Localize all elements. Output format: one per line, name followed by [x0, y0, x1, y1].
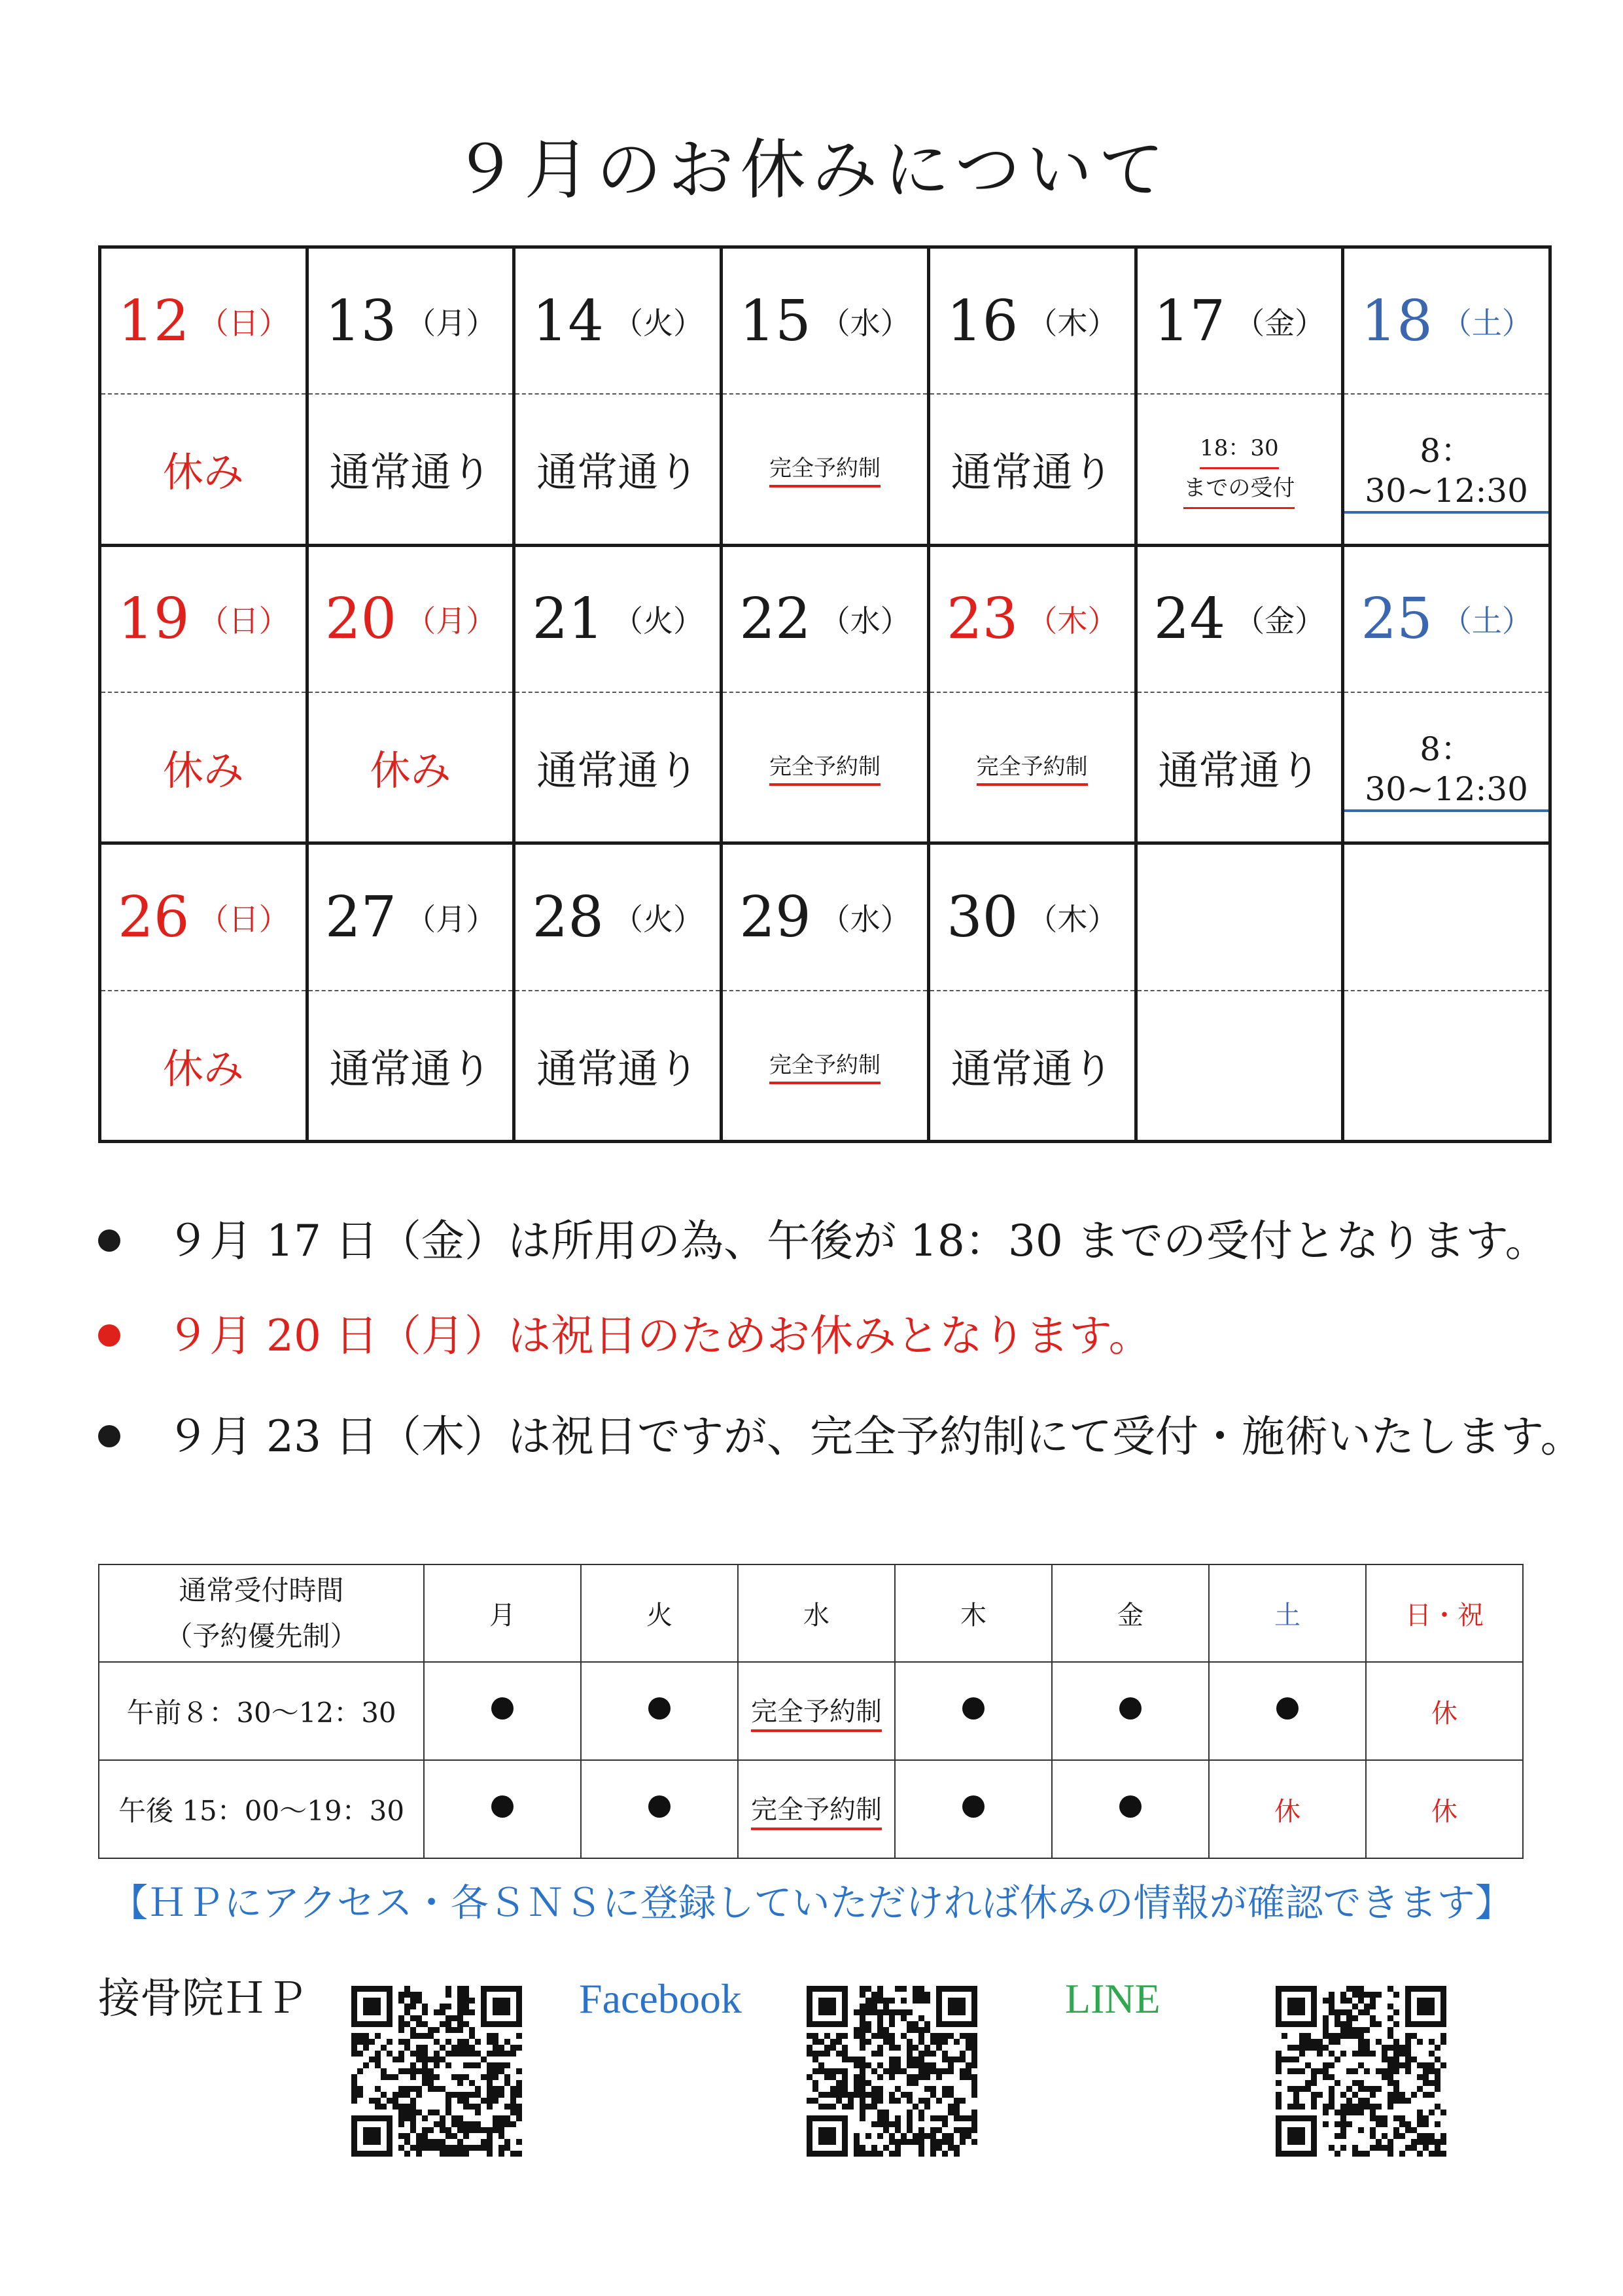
page-title: ９月のお休みについて — [452, 132, 1171, 208]
calendar-status-row — [100, 394, 1550, 545]
date-number: 28 — [532, 884, 604, 950]
open-dot-icon — [648, 1697, 671, 1720]
calendar-status-cell — [928, 991, 1136, 1142]
date-number: 13 — [324, 288, 397, 354]
note-text: ９月 23 日（木）は祝日ですが、完全予約制にて受付・施術いたします。 — [166, 1411, 1584, 1462]
calendar-status-cell — [1343, 991, 1550, 1142]
weekday-label: （火） — [612, 305, 703, 341]
hours-cell — [1052, 1662, 1209, 1760]
calendar-date-cell — [928, 545, 1136, 692]
calendar-status-cell — [1136, 692, 1343, 843]
status-text: 8：30~12:30 — [1344, 723, 1548, 812]
date-number: 15 — [739, 288, 811, 354]
weekday-label: （日） — [198, 305, 289, 341]
calendar-date-cell — [928, 247, 1136, 395]
calendar-status-cell — [1343, 394, 1550, 545]
calendar-status-cell — [722, 692, 929, 843]
status-text: 通常通り — [536, 747, 699, 795]
date-number: 22 — [739, 586, 811, 652]
date-number: 23 — [946, 586, 1019, 652]
status-text: 休み — [162, 448, 244, 497]
weekday-label: （火） — [612, 901, 703, 937]
date-number: 26 — [118, 884, 190, 950]
calendar-date-cell — [514, 545, 722, 692]
bullet-icon — [98, 1425, 120, 1447]
open-dot-icon — [962, 1697, 985, 1720]
calendar-date-cell — [1136, 843, 1343, 991]
bullet-icon — [98, 1229, 120, 1252]
weekday-header: 火 — [581, 1564, 738, 1662]
hours-cell — [1052, 1760, 1209, 1858]
open-dot-icon — [962, 1795, 985, 1818]
weekday-label: （水） — [820, 901, 911, 937]
calendar-date-cell — [1136, 247, 1343, 395]
calendar-date-cell — [1136, 545, 1343, 692]
time-range-label: 午後 15：00〜19：30 — [99, 1760, 424, 1858]
reservation-only: 完全予約制 — [751, 1691, 882, 1732]
status-text: 通常通り — [536, 448, 699, 497]
date-number: 30 — [946, 884, 1019, 950]
hp-qr-code[interactable] — [351, 1986, 522, 2157]
open-dot-icon — [1119, 1697, 1142, 1720]
note-text: ９月 20 日（月）は祝日のためお休みとなります。 — [166, 1311, 1152, 1361]
calendar-date-cell — [1343, 843, 1550, 991]
closed-mark: 休 — [1274, 1796, 1300, 1827]
note-item — [98, 1307, 1152, 1366]
hours-row — [99, 1760, 1523, 1858]
calendar-status-cell — [1136, 991, 1343, 1142]
calendar-date-cell — [100, 247, 307, 395]
hours-cell — [424, 1760, 581, 1858]
open-dot-icon — [1119, 1795, 1142, 1818]
weekday-label: （火） — [612, 603, 703, 639]
calendar-date-cell — [307, 545, 514, 692]
calendar-status-cell — [1136, 394, 1343, 545]
status-text: 通常通り — [536, 1044, 699, 1093]
calendar-date-row — [100, 545, 1550, 692]
note-item — [98, 1407, 1584, 1466]
weekday-label: （水） — [820, 603, 911, 639]
status-text: 完全予約制 — [769, 450, 881, 487]
open-dot-icon — [491, 1795, 514, 1818]
hours-cell — [738, 1760, 895, 1858]
hours-cell — [581, 1760, 738, 1858]
calendar-date-cell — [100, 843, 307, 991]
facebook-qr-code[interactable] — [807, 1986, 977, 2157]
status-text: 休み — [370, 747, 451, 795]
calendar-status-cell — [722, 394, 929, 545]
hours-label-cell — [99, 1564, 424, 1662]
weekday-label: （土） — [1441, 603, 1532, 639]
weekday-label: （金） — [1234, 603, 1325, 639]
weekday-label: （水） — [820, 305, 911, 341]
weekday-label: （金） — [1234, 305, 1325, 341]
date-number: 16 — [946, 288, 1019, 354]
hours-cell — [895, 1760, 1052, 1858]
date-number: 29 — [739, 884, 811, 950]
calendar-date-cell — [307, 247, 514, 395]
weekday-header: 金 — [1052, 1564, 1209, 1662]
status-text: 通常通り — [1158, 747, 1321, 795]
weekday-label: （土） — [1441, 305, 1532, 341]
calendar-date-cell — [514, 247, 722, 395]
date-number: 21 — [532, 586, 604, 652]
hours-label: 通常受付時間 — [179, 1574, 344, 1606]
weekday-label: （月） — [406, 901, 497, 937]
hours-header-row — [99, 1564, 1523, 1662]
calendar-status-cell — [100, 394, 307, 545]
hours-sublabel: （予約優先制） — [165, 1619, 358, 1652]
calendar-status-cell — [307, 394, 514, 545]
date-number: 17 — [1153, 288, 1226, 354]
calendar-date-row — [100, 247, 1550, 395]
status-text: 完全予約制 — [769, 1047, 881, 1084]
weekday-header: 月 — [424, 1564, 581, 1662]
note-item — [98, 1212, 1548, 1271]
calendar-status-cell — [307, 692, 514, 843]
calendar-date-cell — [722, 247, 929, 395]
calendar-date-cell — [1343, 545, 1550, 692]
calendar-status-cell — [307, 991, 514, 1142]
bullet-icon — [98, 1324, 120, 1347]
date-number: 24 — [1153, 586, 1226, 652]
note-text: ９月 17 日（金）は所用の為、午後が 18：30 までの受付となります。 — [166, 1216, 1548, 1266]
calendar-status-cell — [514, 991, 722, 1142]
hours-cell — [895, 1662, 1052, 1760]
weekday-label: （木） — [1027, 305, 1118, 341]
weekday-label: （日） — [198, 603, 289, 639]
calendar-date-cell — [1343, 247, 1550, 395]
calendar-date-cell — [928, 843, 1136, 991]
qr-code-icon — [1276, 1986, 1446, 2157]
weekday-label: （月） — [406, 603, 497, 639]
hours-cell — [1209, 1662, 1366, 1760]
status-text: 8：30~12:30 — [1344, 425, 1548, 514]
calendar-status-row — [100, 692, 1550, 843]
status-text: 休み — [162, 747, 244, 795]
weekday-header: 水 — [738, 1564, 895, 1662]
calendar-date-cell — [307, 843, 514, 991]
weekday-header: 土 — [1209, 1564, 1366, 1662]
date-number: 27 — [324, 884, 397, 950]
status-text: 通常通り — [951, 448, 1113, 497]
calendar-status-row — [100, 991, 1550, 1142]
calendar-status-cell — [100, 692, 307, 843]
reservation-only: 完全予約制 — [751, 1789, 882, 1830]
status-text: 休み — [162, 1044, 244, 1093]
date-number: 12 — [118, 288, 190, 354]
calendar-table — [98, 245, 1552, 1143]
weekday-header: 木 — [895, 1564, 1052, 1662]
business-hours-table — [98, 1564, 1524, 1859]
status-text: 18：30 — [1200, 429, 1279, 469]
hp-label: 接骨院ＨＰ — [98, 1975, 307, 2023]
date-number: 19 — [118, 586, 190, 652]
hours-cell — [424, 1662, 581, 1760]
calendar-date-row — [100, 843, 1550, 991]
qr-code-icon — [807, 1986, 977, 2157]
open-dot-icon — [1276, 1697, 1299, 1720]
line-qr-code[interactable] — [1276, 1986, 1446, 2157]
calendar-status-cell — [514, 394, 722, 545]
hours-row — [99, 1662, 1523, 1760]
date-number: 18 — [1361, 288, 1433, 354]
facebook-label: Facebook — [579, 1975, 742, 2022]
weekday-label: （木） — [1027, 603, 1118, 639]
hours-cell — [1366, 1662, 1523, 1760]
status-text: 通常通り — [951, 1044, 1113, 1093]
calendar-date-cell — [722, 843, 929, 991]
calendar-status-cell — [722, 991, 929, 1142]
date-number: 20 — [324, 586, 397, 652]
hours-cell — [1366, 1760, 1523, 1858]
calendar-status-cell — [1343, 692, 1550, 843]
date-number: 25 — [1361, 586, 1433, 652]
closed-mark: 休 — [1431, 1796, 1457, 1827]
line-label: LINE — [1065, 1975, 1161, 2022]
weekday-label: （木） — [1027, 901, 1118, 937]
calendar-date-cell — [722, 545, 929, 692]
closed-mark: 休 — [1431, 1698, 1457, 1729]
time-range-label: 午前８：30〜12：30 — [99, 1662, 424, 1760]
open-dot-icon — [491, 1697, 514, 1720]
status-text: 通常通り — [329, 448, 492, 497]
calendar-status-cell — [928, 692, 1136, 843]
status-text: 完全予約制 — [769, 749, 881, 786]
status-text: までの受付 — [1183, 469, 1295, 509]
calendar-status-cell — [100, 991, 307, 1142]
calendar-date-cell — [514, 843, 722, 991]
status-text: 通常通り — [329, 1044, 492, 1093]
date-number: 14 — [532, 288, 604, 354]
hours-cell — [1209, 1760, 1366, 1858]
weekday-label: （月） — [406, 305, 497, 341]
calendar-date-cell — [100, 545, 307, 692]
hours-cell — [581, 1662, 738, 1760]
calendar-status-cell — [928, 394, 1136, 545]
hours-cell — [738, 1662, 895, 1760]
calendar-status-cell — [514, 692, 722, 843]
sns-message: 【ＨＰにアクセス・各ＳＮＳに登録していただければ休みの情報が確認できます】 — [110, 1881, 1513, 1925]
qr-code-icon — [351, 1986, 522, 2157]
status-text: 完全予約制 — [977, 749, 1088, 786]
open-dot-icon — [648, 1795, 671, 1818]
weekday-label: （日） — [198, 901, 289, 937]
weekday-header: 日・祝 — [1366, 1564, 1523, 1662]
